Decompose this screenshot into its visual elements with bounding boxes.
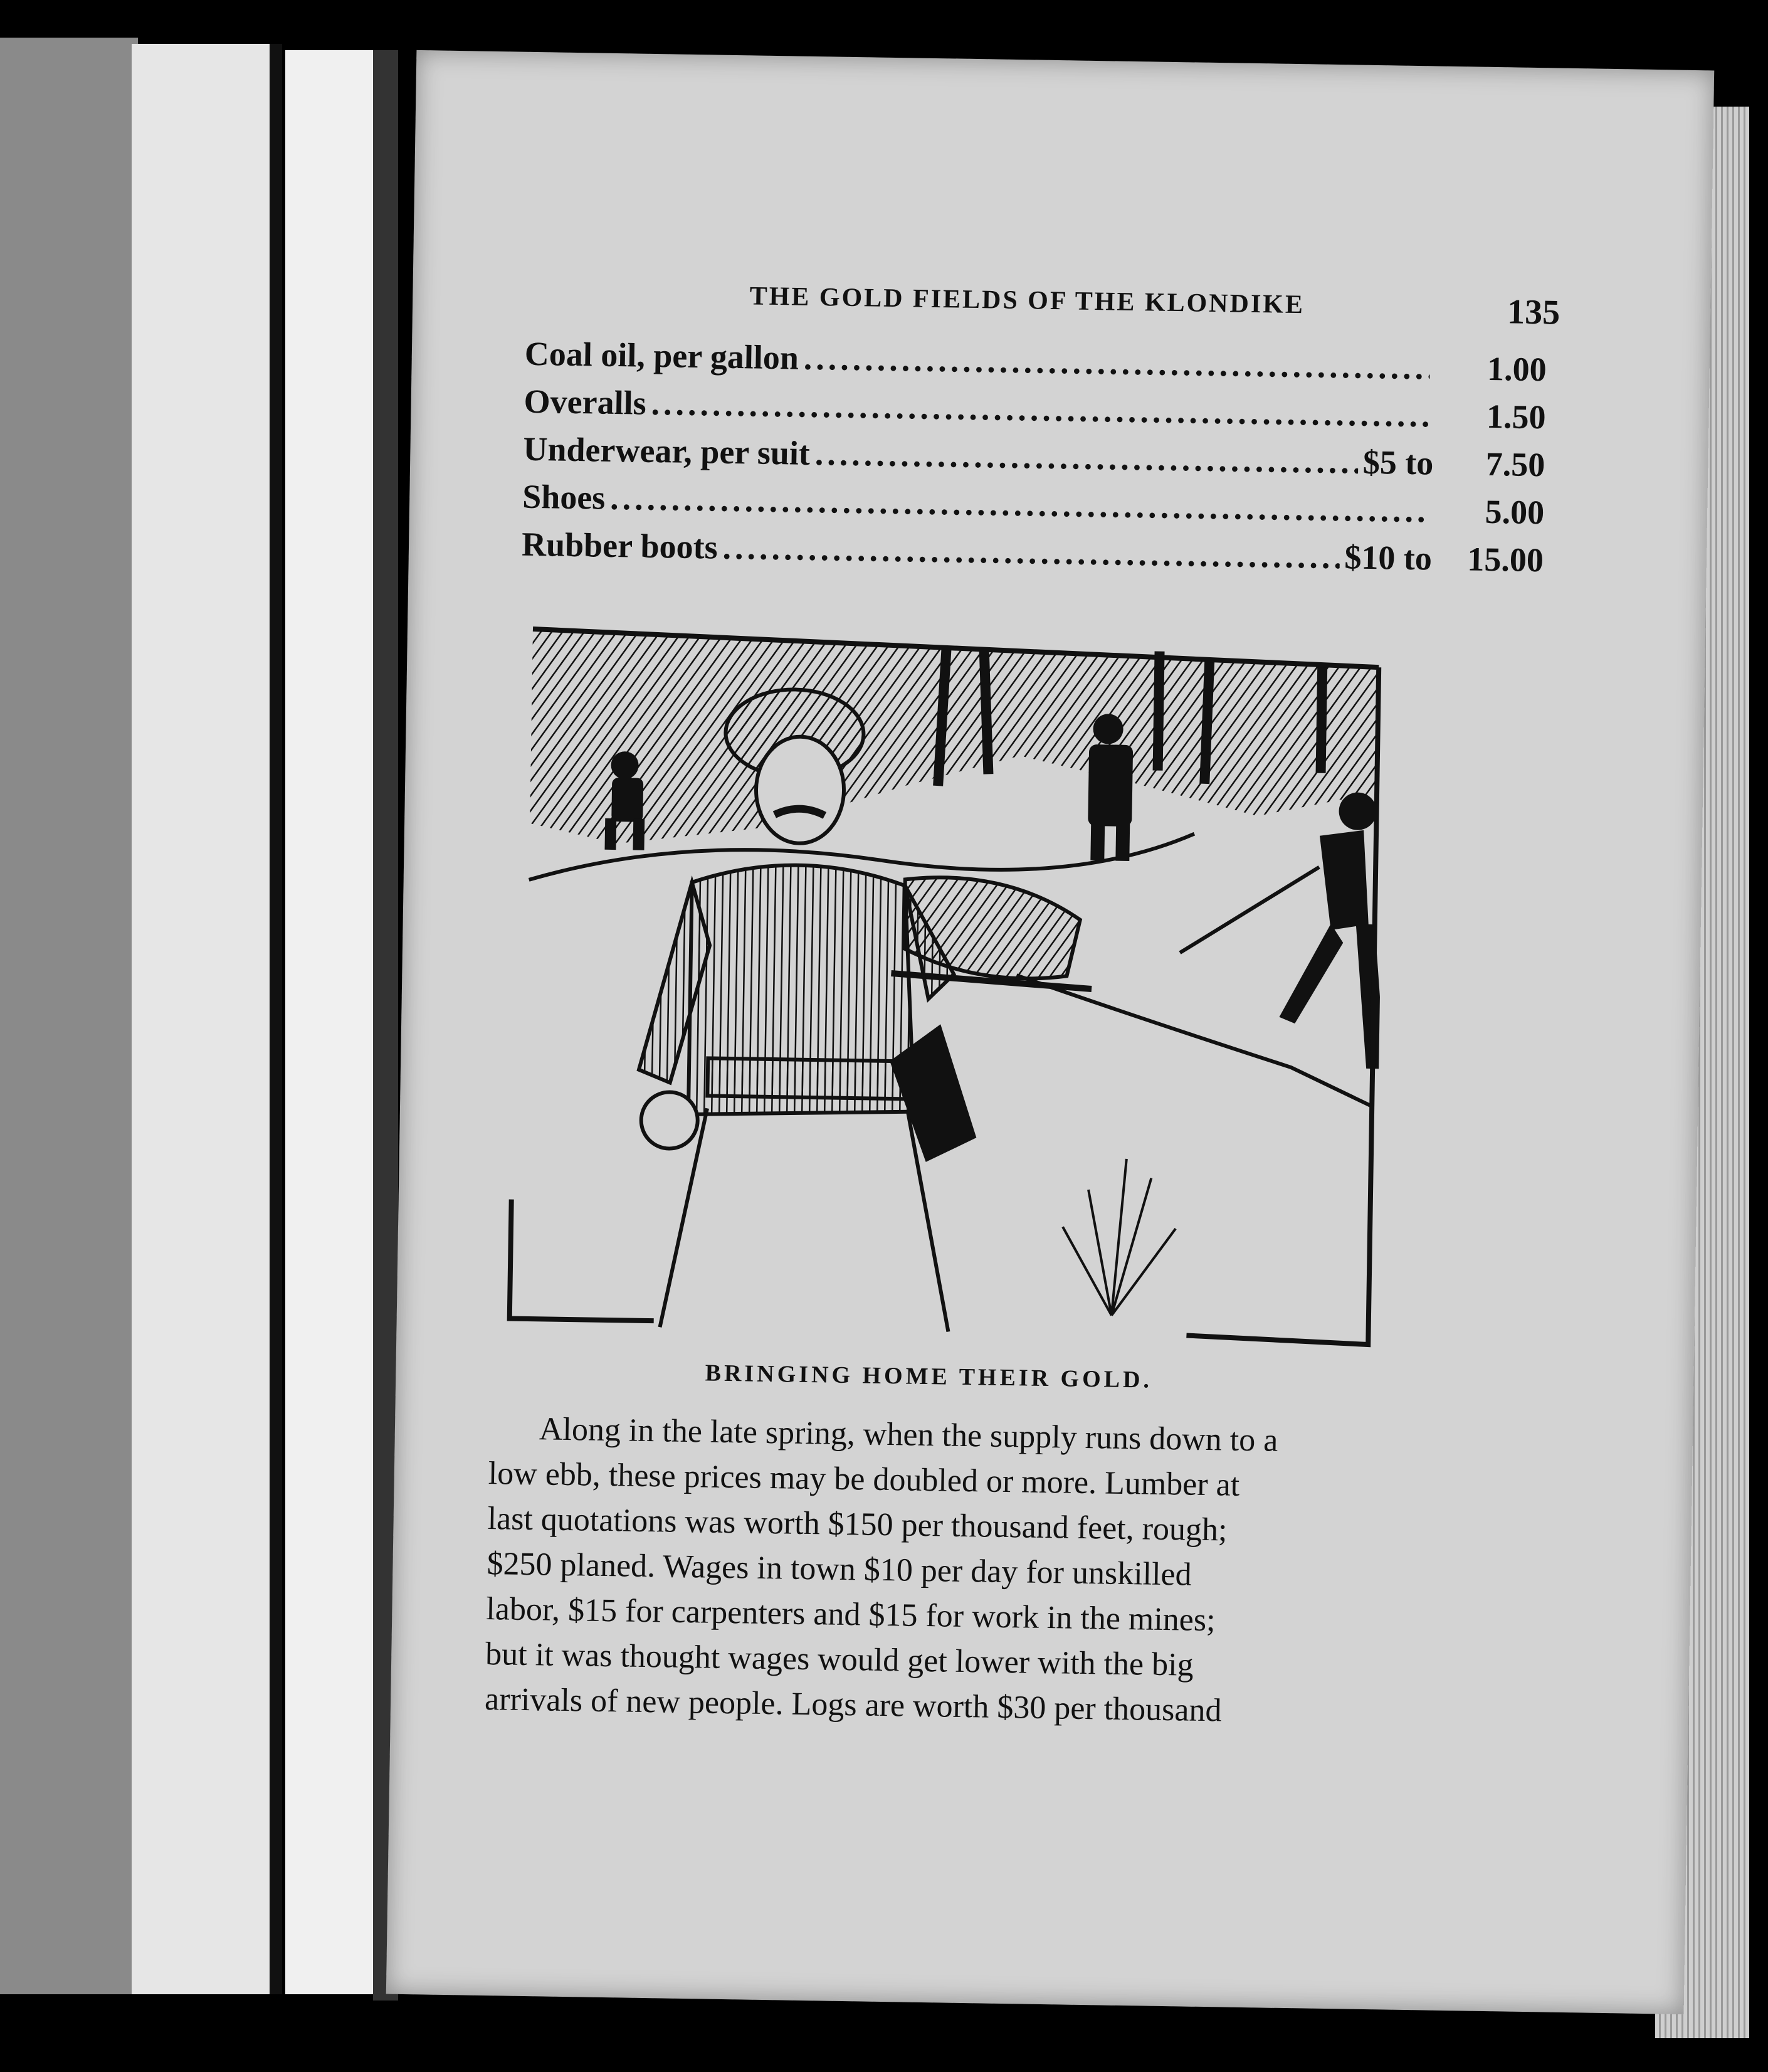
price-amount: 5.00 xyxy=(1485,492,1545,532)
price-list xyxy=(521,334,1547,589)
left-page-edge xyxy=(0,38,138,1994)
sled-puller xyxy=(1178,790,1386,1069)
text-line: last quotations was worth $150 per thousand feet, rough; xyxy=(487,1501,1228,1548)
text-line: but it was thought wages would get lower with the big xyxy=(485,1636,1194,1683)
price-item: Rubber boots xyxy=(521,525,718,566)
body-paragraph xyxy=(485,1406,1399,1736)
text-line: $250 planed. Wages in town $10 per day for unskilled xyxy=(487,1545,1192,1593)
price-range: $5 to xyxy=(1362,443,1434,482)
price-amount: 15.00 xyxy=(1466,540,1544,579)
price-item: Coal oil, per gallon xyxy=(524,334,799,377)
left-page-fore-edge xyxy=(132,44,270,1994)
text-line: labor, $15 for carpenters and $15 for work in the mines; xyxy=(485,1590,1216,1639)
engraving-illustration xyxy=(497,616,1386,1351)
price-range: $10 to xyxy=(1344,538,1433,578)
snow-path xyxy=(1014,975,1374,1106)
price-item: Underwear, per suit xyxy=(523,430,811,472)
price-amount: 7.50 xyxy=(1485,445,1545,484)
illustration-caption: BRINGING HOME THEIR GOLD. xyxy=(705,1360,1153,1393)
inner-leaf-edge xyxy=(285,50,373,1994)
price-amount: 1.50 xyxy=(1486,397,1546,436)
page-number: 135 xyxy=(1507,292,1560,332)
text-line: arrivals of new people. Logs are worth $30 per thousand xyxy=(484,1681,1222,1729)
left-page-gap xyxy=(270,44,282,1994)
leader-dots xyxy=(803,339,1430,388)
price-item: Overalls xyxy=(524,382,647,422)
leader-dots xyxy=(814,434,1358,482)
brush-shrub xyxy=(1061,1158,1177,1316)
running-header: THE GOLD FIELDS OF THE KLONDIKE xyxy=(749,282,1305,320)
text-line: low ebb, these prices may be doubled or more. Lumber at xyxy=(488,1456,1240,1503)
price-item: Shoes xyxy=(522,477,606,517)
text-line: Along in the late spring, when the supply runs down to a xyxy=(539,1411,1278,1459)
book-page xyxy=(386,50,1714,2014)
price-amount: 1.00 xyxy=(1486,349,1547,389)
